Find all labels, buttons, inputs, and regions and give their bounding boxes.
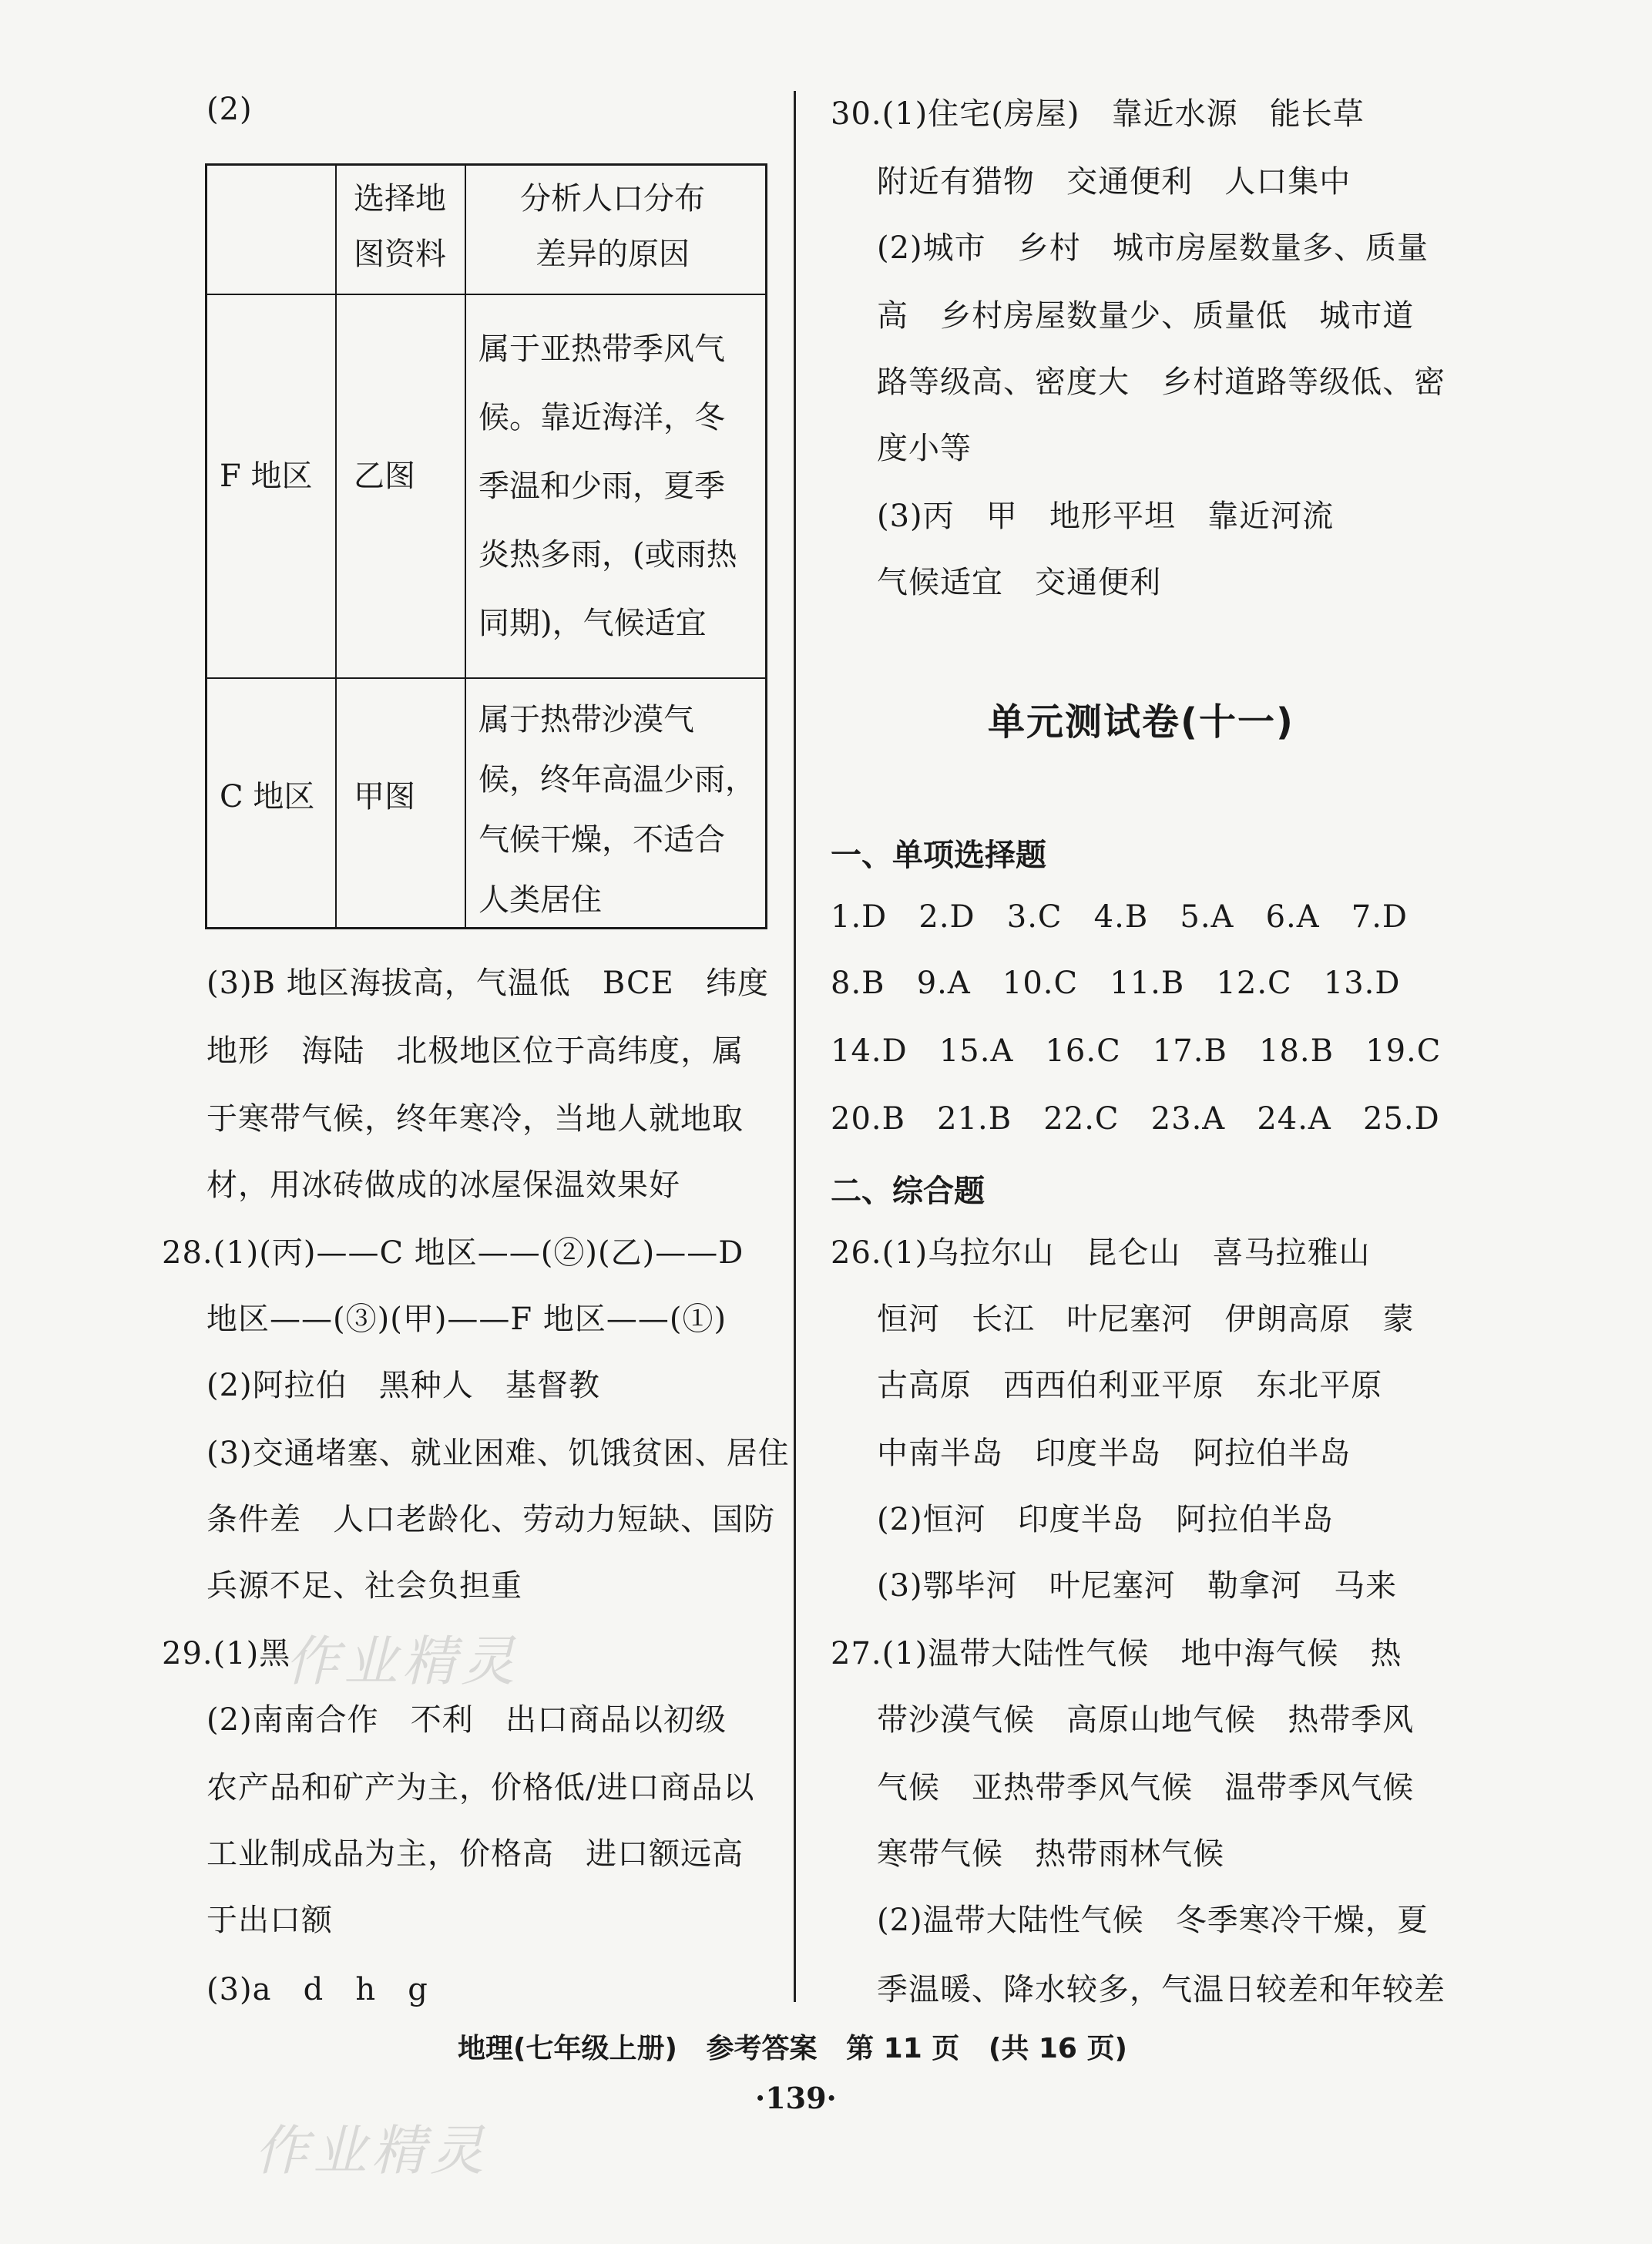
header-map-line2: 图资料	[354, 237, 446, 272]
q30-line: 高 乡村房屋数量少、质量低 城市道	[877, 298, 1415, 334]
q27-line: 带沙漠气候 高原山地气候 热带季风	[877, 1702, 1415, 1738]
row-reason-line: 同期)，气候适宜	[478, 606, 707, 641]
q30-line: (2)城市 乡村 城市房屋数量多、质量	[877, 230, 1429, 266]
header-reason-line1: 分析人口分布	[520, 181, 705, 217]
watermark: 作业精灵	[285, 1630, 519, 1693]
q29-line: 于出口额	[206, 1903, 333, 1938]
section-comprehensive-title: 二、综合题	[831, 1174, 985, 1209]
q26-line: 26.(1)乌拉尔山 昆仑山 喜马拉雅山	[831, 1235, 1371, 1271]
column-divider	[794, 91, 796, 2002]
row-region: F 地区	[220, 459, 313, 494]
answer-row: 1.D 2.D 3.C 4.B 5.A 6.A 7.D	[831, 899, 1408, 935]
q26-line: (2)恒河 印度半岛 阿拉伯半岛	[877, 1502, 1334, 1537]
row-reason-line: 气候干燥，不适合	[478, 822, 725, 858]
q26-line: 古高原 西西伯利亚平原 东北平原	[877, 1368, 1383, 1403]
section-single-choice-title: 一、单项选择题	[831, 838, 1046, 873]
q27-line: 气候 亚热带季风气候 温带季风气候	[877, 1770, 1415, 1806]
row-map: 甲图	[354, 779, 415, 815]
unit-test-title: 单元测试卷(十一)	[988, 700, 1294, 744]
q26-line: (3)鄂毕河 叶尼塞河 勒拿河 马来	[877, 1568, 1398, 1604]
q29-line: (2)南南合作 不利 出口商品以初级	[206, 1702, 727, 1738]
row-reason-line: 炎热多雨，(或雨热	[478, 537, 737, 573]
answer-row: 20.B 21.B 22.C 23.A 24.A 25.D	[831, 1101, 1440, 1137]
q30-line: 附近有猎物 交通便利 人口集中	[877, 164, 1351, 200]
q28-line: 兵源不足、社会负担重	[206, 1568, 522, 1604]
q27-line: 季温暖、降水较多，气温日较差和年较差	[877, 1972, 1446, 2007]
q27-3-line: 材，用冰砖做成的冰屋保温效果好	[206, 1167, 680, 1203]
population-table	[205, 163, 767, 929]
q30-line: 30.(1)住宅(房屋) 靠近水源 能长草	[831, 96, 1365, 132]
row-region: C 地区	[220, 779, 315, 815]
q30-line: 气候适宜 交通便利	[877, 565, 1162, 600]
q30-line: 路等级高、密度大 乡村道路等级低、密	[877, 364, 1446, 400]
row-reason-line: 候，终年高温少雨，	[478, 762, 756, 798]
q28-line: 28.(1)(丙)——C 地区——(②)(乙)——D	[162, 1235, 744, 1271]
row-map: 乙图	[354, 459, 415, 494]
q30-line: 度小等	[877, 431, 972, 466]
q28-line: (2)阿拉伯 黑种人 基督教	[206, 1368, 600, 1403]
page-number: ·139·	[755, 2081, 837, 2115]
answer-row: 8.B 9.A 10.C 11.B 12.C 13.D	[831, 966, 1401, 1001]
footer-caption: 地理(七年级上册) 参考答案 第 11 页 (共 16 页)	[458, 2033, 1127, 2064]
q27-line: 27.(1)温带大陆性气候 地中海气候 热	[831, 1636, 1402, 1671]
q26-line: 恒河 长江 叶尼塞河 伊朗高原 蒙	[877, 1302, 1415, 1337]
header-reason-line2: 差异的原因	[536, 237, 690, 272]
row-reason-line: 属于热带沙漠气	[478, 702, 694, 737]
q26-line: 中南半岛 印度半岛 阿拉伯半岛	[877, 1436, 1351, 1471]
part2-label: (2)	[206, 92, 253, 127]
watermark: 作业精灵	[254, 2119, 489, 2182]
q29-line: (3)a d h g	[206, 1972, 428, 2007]
header-map-line1: 选择地	[354, 181, 446, 217]
row-reason-line: 人类居住	[478, 882, 602, 918]
q27-line: (2)温带大陆性气候 冬季寒冷干燥，夏	[877, 1903, 1429, 1938]
q27-3-line: 于寒带气候，终年寒冷，当地人就地取	[206, 1101, 744, 1137]
q28-line: (3)交通堵塞、就业困难、饥饿贫困、居住	[206, 1436, 790, 1471]
q28-line: 地区——(③)(甲)——F 地区——(①)	[206, 1302, 727, 1337]
q30-line: (3)丙 甲 地形平坦 靠近河流	[877, 499, 1335, 534]
answer-row: 14.D 15.A 16.C 17.B 18.B 19.C	[831, 1033, 1442, 1069]
q29-line: 工业制成品为主，价格高 进口额远高	[206, 1836, 744, 1872]
q27-3-line: (3)B 地区海拔高，气温低 BCE 纬度	[206, 966, 769, 1001]
q29-line: 农产品和矿产为主，价格低/进口商品以	[206, 1770, 755, 1806]
row-reason-line: 候。靠近海洋，冬	[478, 400, 725, 435]
q29-line: 29.(1)黑	[162, 1636, 291, 1671]
row-reason-line: 属于亚热带季风气	[478, 331, 725, 367]
q27-3-line: 地形 海陆 北极地区位于高纬度，属	[206, 1033, 744, 1069]
q28-line: 条件差 人口老龄化、劳动力短缺、国防	[206, 1502, 776, 1537]
row-reason-line: 季温和少雨，夏季	[478, 469, 725, 504]
q27-line: 寒带气候 热带雨林气候	[877, 1836, 1225, 1872]
